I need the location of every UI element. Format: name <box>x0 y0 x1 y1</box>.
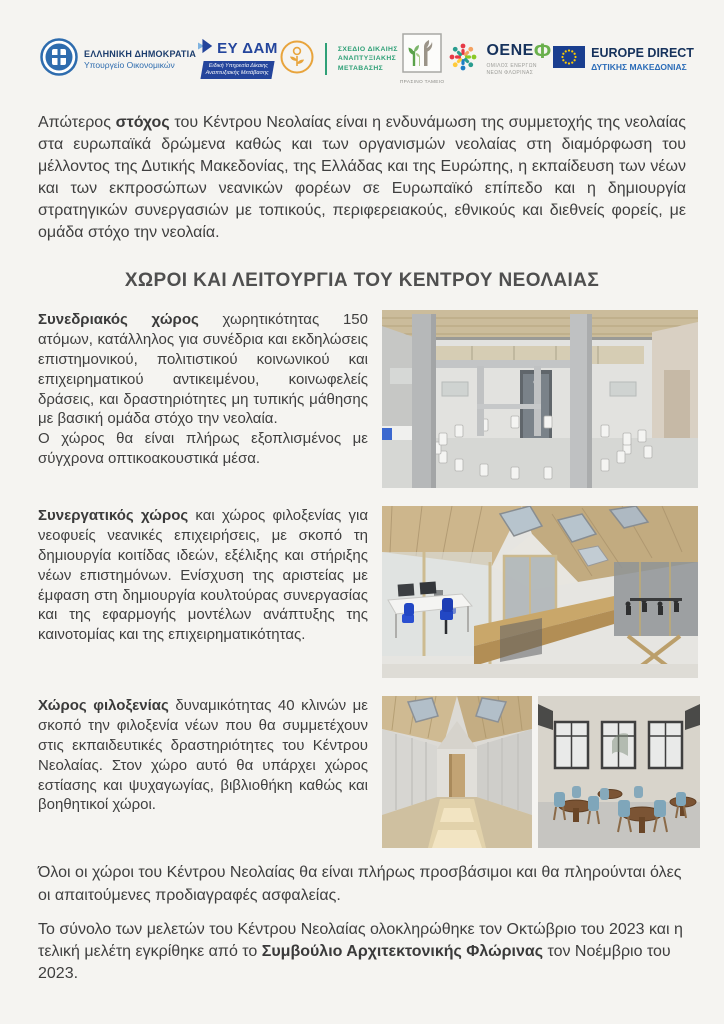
hellenic-republic-subtitle: Υπουργείο Οικονομικών <box>84 59 175 70</box>
eydam-title: ΕΥ ΔΑΜ <box>217 40 278 58</box>
europe-direct-subtitle: ΔΥΤΙΚΗΣ ΜΑΚΕΔΟΝΙΑΣ <box>591 62 687 72</box>
eu-flag-icon <box>553 46 585 73</box>
coworking-space-render <box>382 506 698 678</box>
section-conference <box>38 310 700 488</box>
section-hospitality <box>38 696 700 848</box>
logo-oenef <box>446 40 551 79</box>
section-conference-text2: Ο χώρος θα είναι πλήρως εξοπλισμένος με σύγχρονα οπτικοακουστικά μέσα. <box>38 430 368 468</box>
divider <box>325 43 327 75</box>
dining-area-render <box>538 696 700 848</box>
eydam-arrows-icon <box>198 38 214 59</box>
page-title: ΧΩΡΟΙ ΚΑΙ ΛΕΙΤΟΥΡΓΙΑ ΤΟΥ ΚΕΝΤΡΟΥ ΝΕΟΛΑΙΑΣ <box>124 270 600 292</box>
section-coworking-text: Συνεργατικός χώρος και χώρος φιλοξενίας για νεοφυείς νεανικές επιχειρήσεις, με σκοπό τη δημιουργία κοιτίδας ιδεών, εξέλιξης και στήριξης νέων επιστημόνων. Ενίσχυση της αριστείας με έμφαση στη δημιουργία κουλτούρας συνεργασίας και της εφαρμογής μοντέλων ανάπτυξης της καινοτομίας και της επιχειρηματικότητας. <box>38 507 368 644</box>
header-logo-row <box>0 0 724 88</box>
logo-sdam <box>280 40 398 79</box>
sdam-text: ΣΧΕΔΙΟ ΔΙΚΑΙΗΣ ΑΝΑΠΤΥΞΙΑΚΗΣ ΜΕΤΑΒΑΣΗΣ <box>337 46 398 72</box>
oenef-subtitle: ΟΜΙΛΟΣ ΕΝΕΡΓΩΝ ΝΕΩΝ ΦΛΩΡΙΝΑΣ <box>486 62 537 76</box>
section-lead: Χώρος φιλοξενίας <box>38 697 169 715</box>
green-fund-caption: ΠΡΑΣΙΝΟ ΤΑΜΕΙΟ <box>399 80 445 85</box>
greek-coat-of-arms-icon <box>40 38 78 81</box>
section-lead: Συνεδριακός χώρος <box>38 311 199 329</box>
logo-europe-direct <box>553 46 694 73</box>
intro-paragraph: Απώτερος στόχος του Κέντρου Νεολαίας είναι η ενδυνάμωση της συμμετοχής της νεολαίας στα ευρωπαϊκά δρώμενα καθώς και των οργανισμών νεολαίας στη διαμόρφωση του μέλλοντος της Δυτικής Μακεδονίας, της Ελλάδας και της Ευρώπης, η εκπαίδευση των νέων και των εκπροσώπων νεανικών φορέων σε Ευρωπαϊκό επίπεδο και η δημιουργία στρατηγικών συνεργασιών με τοπικούς, περιφερειακούς, εθνικούς και διεθνείς φορείς, με ομάδα στόχο την νεολαία. <box>38 114 687 242</box>
green-fund-trees-icon <box>402 33 442 78</box>
logo-hellenic-republic <box>40 38 196 81</box>
accessibility-note: Όλοι οι χώροι του Κέντρου Νεολαίας θα είναι πλήρως προσβάσιμοι και θα πληρούνται όλες οι απαιτούμενες προδιαγραφές ασφαλείας. <box>38 864 682 904</box>
section-coworking <box>38 506 700 678</box>
closing-paragraph: Το σύνολο των μελετών του Κέντρου Νεολαίας ολοκληρώθηκε τον Οκτώβριο του 2023 και η τελική μελέτη εγκρίθηκε από το Συμβούλιο Αρχιτεκτονικής Φλώρινας τον Νοέμβριο του 2023. <box>38 920 683 982</box>
oenef-phi: Φ <box>533 39 552 63</box>
hellenic-republic-title: ΕΛΛΗΝΙΚΗ ΔΗΜΟΚΡΑΤΙΑ <box>84 48 197 59</box>
people-burst-icon <box>446 40 480 79</box>
section-hospitality-text: Χώρος φιλοξενίας δυναμικότητας 40 κλινών με σκοπό την φιλοξενία νέων που θα συμμετέχουν στις εκπαιδευτικές δραστηριότητες του Κέντρου Νεολαίας. Στον χώρο αυτό θα υπάρχει χώρος εστίασης και ψυχαγωγίας, βιβλιοθήκη καθώς και βοηθητικοί χώροι. <box>38 697 368 814</box>
section-conference-text: Συνεδριακός χώρος χωρητικότητας 150 ατόμων, κατάλληλος για συνέδρια και εκδηλώσεις επιστημονικού, πολιτιστικού κοινωνικού και επιχειρηματικού αντικειμένου, κοινωφελείς δράσεις, και δραστηριότητες μη τυπικής μάθησης με βασική ομάδα στόχο την νεολαία. Ο χώρος θα είναι πλήρως εξοπλισμένος με σύγχρονα οπτικοακουστικά μέσα. <box>38 311 368 468</box>
eydam-banner: Ειδική Υπηρεσία Δίκαιης Αναπτυξιακής Μετάβασης <box>201 61 275 79</box>
section-lead: Συνεργατικός χώρος <box>38 507 189 525</box>
conference-hall-render <box>382 310 698 488</box>
plant-circle-icon <box>280 40 314 79</box>
intro-bold: στόχος <box>115 114 170 131</box>
logo-eydam <box>198 38 278 79</box>
oenef-wordmark: ΟΕΝΕ <box>486 42 534 59</box>
corridor-render <box>382 696 532 848</box>
coworking-space-render-image <box>382 506 700 678</box>
logo-green-fund <box>400 33 444 85</box>
europe-direct-title: EUROPE DIRECT <box>591 46 694 60</box>
conference-hall-render-image <box>382 310 700 488</box>
hospitality-render-images <box>382 696 700 848</box>
closing-bold: Συμβούλιο Αρχιτεκτονικής Φλώρινας <box>261 942 544 960</box>
